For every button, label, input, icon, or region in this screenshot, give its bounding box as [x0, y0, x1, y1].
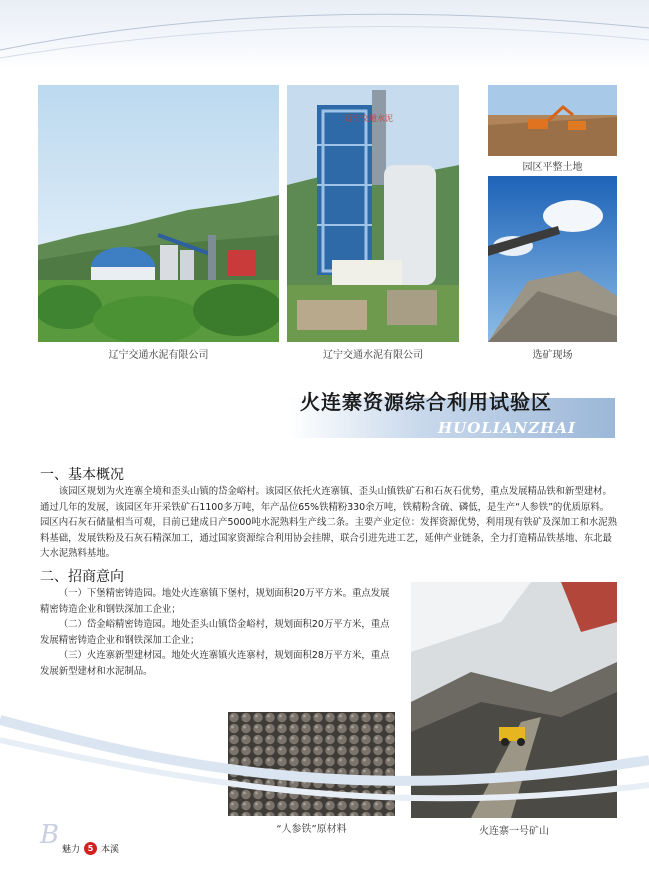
footer-right-text: 本溪 — [101, 845, 120, 855]
caption-land-leveling: 园区平整土地 — [522, 162, 583, 173]
investment-item: （三）火连寨新型建材园。地处火连寨镇火连寨村，规划面积28万平方米，重点发展新型建材和水泥制品。 — [40, 650, 390, 677]
footer-bar — [62, 842, 119, 855]
photo-land-leveling — [488, 85, 617, 156]
caption-ore-site: 选矿现场 — [532, 350, 573, 361]
section-heading-overview: 一、基本概况 — [40, 467, 124, 483]
banner-title: 火连寨资源综合利用试验区 — [300, 390, 552, 414]
caption-cement-plant-2: 辽宁交通水泥有限公司 — [323, 350, 423, 361]
footer-swoosh-decoration — [0, 700, 649, 885]
sign-text: 辽宁交通水泥 — [345, 114, 393, 123]
caption-cement-plant-1: 辽宁交通水泥有限公司 — [108, 350, 209, 361]
photo-cement-plant-2 — [287, 85, 459, 342]
footer-logo: B — [40, 820, 60, 850]
investment-item: （一）下堡精密铸造园。地处火连寨镇下堡村，规划面积20万平方米。重点发展精密铸造企业和钢铁深加工企业； — [40, 588, 390, 615]
footer-left-text: 魅力 — [62, 845, 81, 855]
investment-item: （二）岱金峪精密铸造园。地处歪头山镇岱金峪村，规划面积20万平方米，重点发展精密铸造企业和钢铁深加工企业； — [40, 619, 390, 646]
investment-list — [40, 586, 395, 679]
page-number: 5 — [84, 842, 97, 855]
photo-ore-site — [488, 176, 617, 342]
caption-iron-pellets: “人参铁”原材料 — [276, 824, 347, 835]
caption-mine: 火连寨一号矿山 — [479, 826, 549, 837]
banner-subtitle: HUOLIANZHAI — [438, 419, 577, 437]
overview-paragraph: 该园区规划为火连寨全境和歪头山镇的岱金峪村。该园区依托火连寨镇、歪头山镇铁矿石和石灰石优势，重点发展精品铁和新型建材。通过几年的发展，该园区年开采铁矿石1100多万吨，年产品位65%铁精粉330余万吨，铁精粉含硫、磷低，是生产“人参铁”的优质原料。园区内石灰石储量相当可观，目前已建成日产5000吨水泥熟料生产线二条。主要产业定位：发挥资源优势，利用现有铁矿及深加工和水泥熟料基础，发展铁粉及石灰石精深加工，通过国家资源综合利用协会挂牌，联合引进先进工艺，延伸产业链条，全力打造精品铁基地、东北最大水泥熟料基地。 — [40, 486, 617, 559]
header-curve-decoration — [0, 0, 649, 70]
photo-cement-plant-1 — [38, 85, 279, 342]
section-heading-investment: 二、招商意向 — [40, 569, 124, 585]
